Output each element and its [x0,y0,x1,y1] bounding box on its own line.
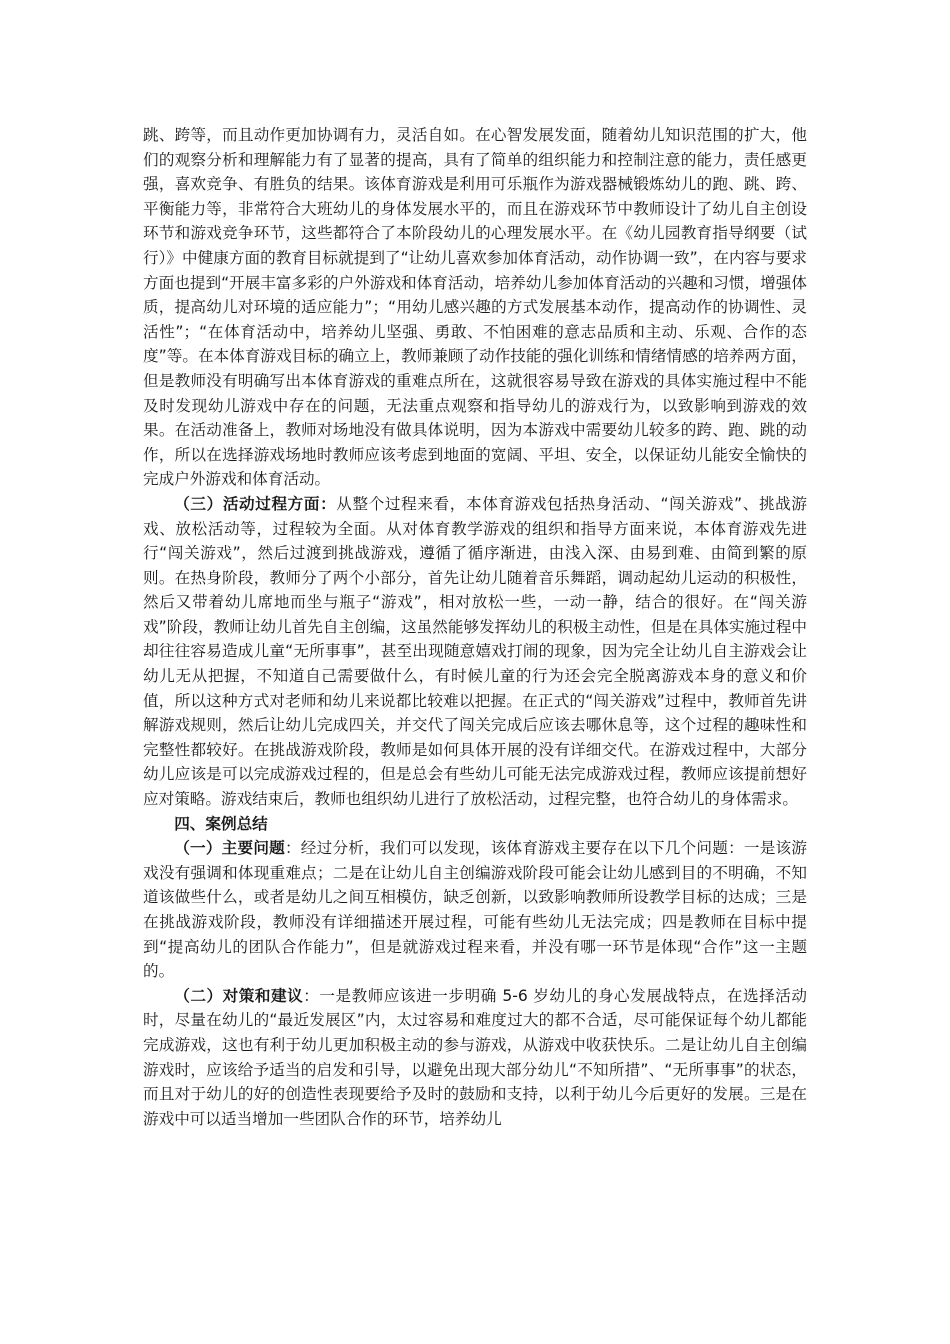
section-lead-suggestions: （二）对策和建议 [174,986,304,1005]
section-lead-main-problems: （一）主要问题 [174,839,285,858]
paragraph-activity-process [143,492,807,812]
paragraph-suggestions [143,984,807,1132]
document-body [143,123,807,1131]
section-body-activity-process: 从整个过程来看，本体育游戏包括热身活动、“闯关游戏”、挑战游戏、放松活动等，过程较为全面。从对体育教学游戏的组织和指导方面来说，本体育游戏先进行“闯关游戏”，然后过渡到挑战游戏，遵循了循序渐进，由浅入深、由易到难、由简到繁的原则。在热身阶段，教师分了两个小部分，首先让幼儿随着音乐舞蹈，调动起幼儿运动的积极性，然后又带着幼儿席地而坐与瓶子“游戏”，相对放松一些，一动一静，结合的很好。在“闯关游戏”阶段，教师让幼儿首先自主创编，这虽然能够发挥幼儿的积极主动性，但是在具体实施过程中却往往容易造成儿童“无所事事”，甚至出现随意嬉戏打闹的现象，因为完全让幼儿自主游戏会让幼儿无从把握，不知道自己需要做什么，有时候儿童的行为还会完全脱离游戏本身的意义和价值，所以这种方式对老师和幼儿来说都比较难以把握。在正式的“闯关游戏”过程中，教师首先讲解游戏规则，然后让幼儿完成四关，并交代了闯关完成后应该去哪休息等，这个过程的趣味性和完整性都较好。在挑战游戏阶段，教师是如何具体开展的没有详细交代。在游戏过程中，大部分幼儿应该是可以完成游戏过程的，但是总会有些幼儿可能无法完成游戏过程，教师应该提前想好应对策略。游戏结束后，教师也组织幼儿进行了放松活动，过程完整，也符合幼儿的身体需求。 [143,494,807,809]
section-body-main-problems: ：经过分析，我们可以发现，该体育游戏主要存在以下几个问题：一是该游戏没有强调和体现重难点；二是在让幼儿自主创编游戏阶段可能会让幼儿感到目的不明确，不知道该做些什么，或者是幼儿之间互相模仿，缺乏创新，以致影响教师所设教学目标的达成；三是在挑战游戏阶段，教师没有详细描述开展过程，可能有些幼儿无法完成；四是教师在目标中提到“提高幼儿的团队合作能力”，但是就游戏过程来看，并没有哪一环节是体现“合作”这一主题的。 [143,839,807,981]
section-lead-activity-process: （三）活动过程方面： [174,494,337,513]
paragraph-main-problems [143,836,807,984]
heading-case-summary: 四、案例总结 [174,814,268,833]
paragraph-continued: 跳、跨等，而且动作更加协调有力，灵活自如。在心智发展发面，随着幼儿知识范围的扩大，他们的观察分析和理解能力有了显著的提高，具有了简单的组织能力和控制注意的能力，责任感更强，喜欢竞争、有胜负的结果。该体育游戏是利用可乐瓶作为游戏器械锻炼幼儿的跑、跳、跨、平衡能力等，非常符合大班幼儿的身体发展水平的，而且在游戏环节中教师设计了幼儿自主创设环节和游戏竞争环节，这些都符合了本阶段幼儿的心理发展水平。在《幼儿园教育指导纲要（试行）》中健康方面的教育目标就提到了“让幼儿喜欢参加体育活动，动作协调一致”，在内容与要求方面也提到“开展丰富多彩的户外游戏和体育活动，培养幼儿参加体育活动的兴趣和习惯，增强体质，提高幼儿对环境的适应能力”；“用幼儿感兴趣的方式发展基本动作，提高动作的协调性、灵活性”；“在体育活动中，培养幼儿坚强、勇敢、不怕困难的意志品质和主动、乐观、合作的态度”等。在本体育游戏目标的确立上，教师兼顾了动作技能的强化训练和情绪情感的培养两方面，但是教师没有明确写出本体育游戏的重难点所在，这就很容易导致在游戏的具体实施过程中不能及时发现幼儿游戏中存在的问题，无法重点观察和指导幼儿的游戏行为，以致影响到游戏的效果。在活动准备上，教师对场地没有做具体说明，因为本游戏中需要幼儿较多的跨、跑、跳的动作，所以在选择游戏场地时教师应该考虑到地面的宽阔、平坦、安全，以保证幼儿能安全愉快的完成户外游戏和体育活动。 [143,126,807,489]
section-body-suggestions: ：一是教师应该进一步明确 5-6 岁幼儿的身心发展战特点，在选择活动时，尽量在幼儿的“最近发展区”内，太过容易和难度过大的都不合适，尽可能保证每个幼儿都能完成游戏，这也有利于幼儿更加积极主动的参与游戏，从游戏中收获快乐。二是让幼儿自主创编游戏时，应该给予适当的启发和引导，以避免出现大部分幼儿“不知所措”、“无所事事”的状态，而且对于幼儿的好的创造性表现要给予及时的鼓励和支持，以利于幼儿今后更好的发展。三是在游戏中可以适当增加一些团队合作的环节，培养幼儿 [143,986,807,1128]
